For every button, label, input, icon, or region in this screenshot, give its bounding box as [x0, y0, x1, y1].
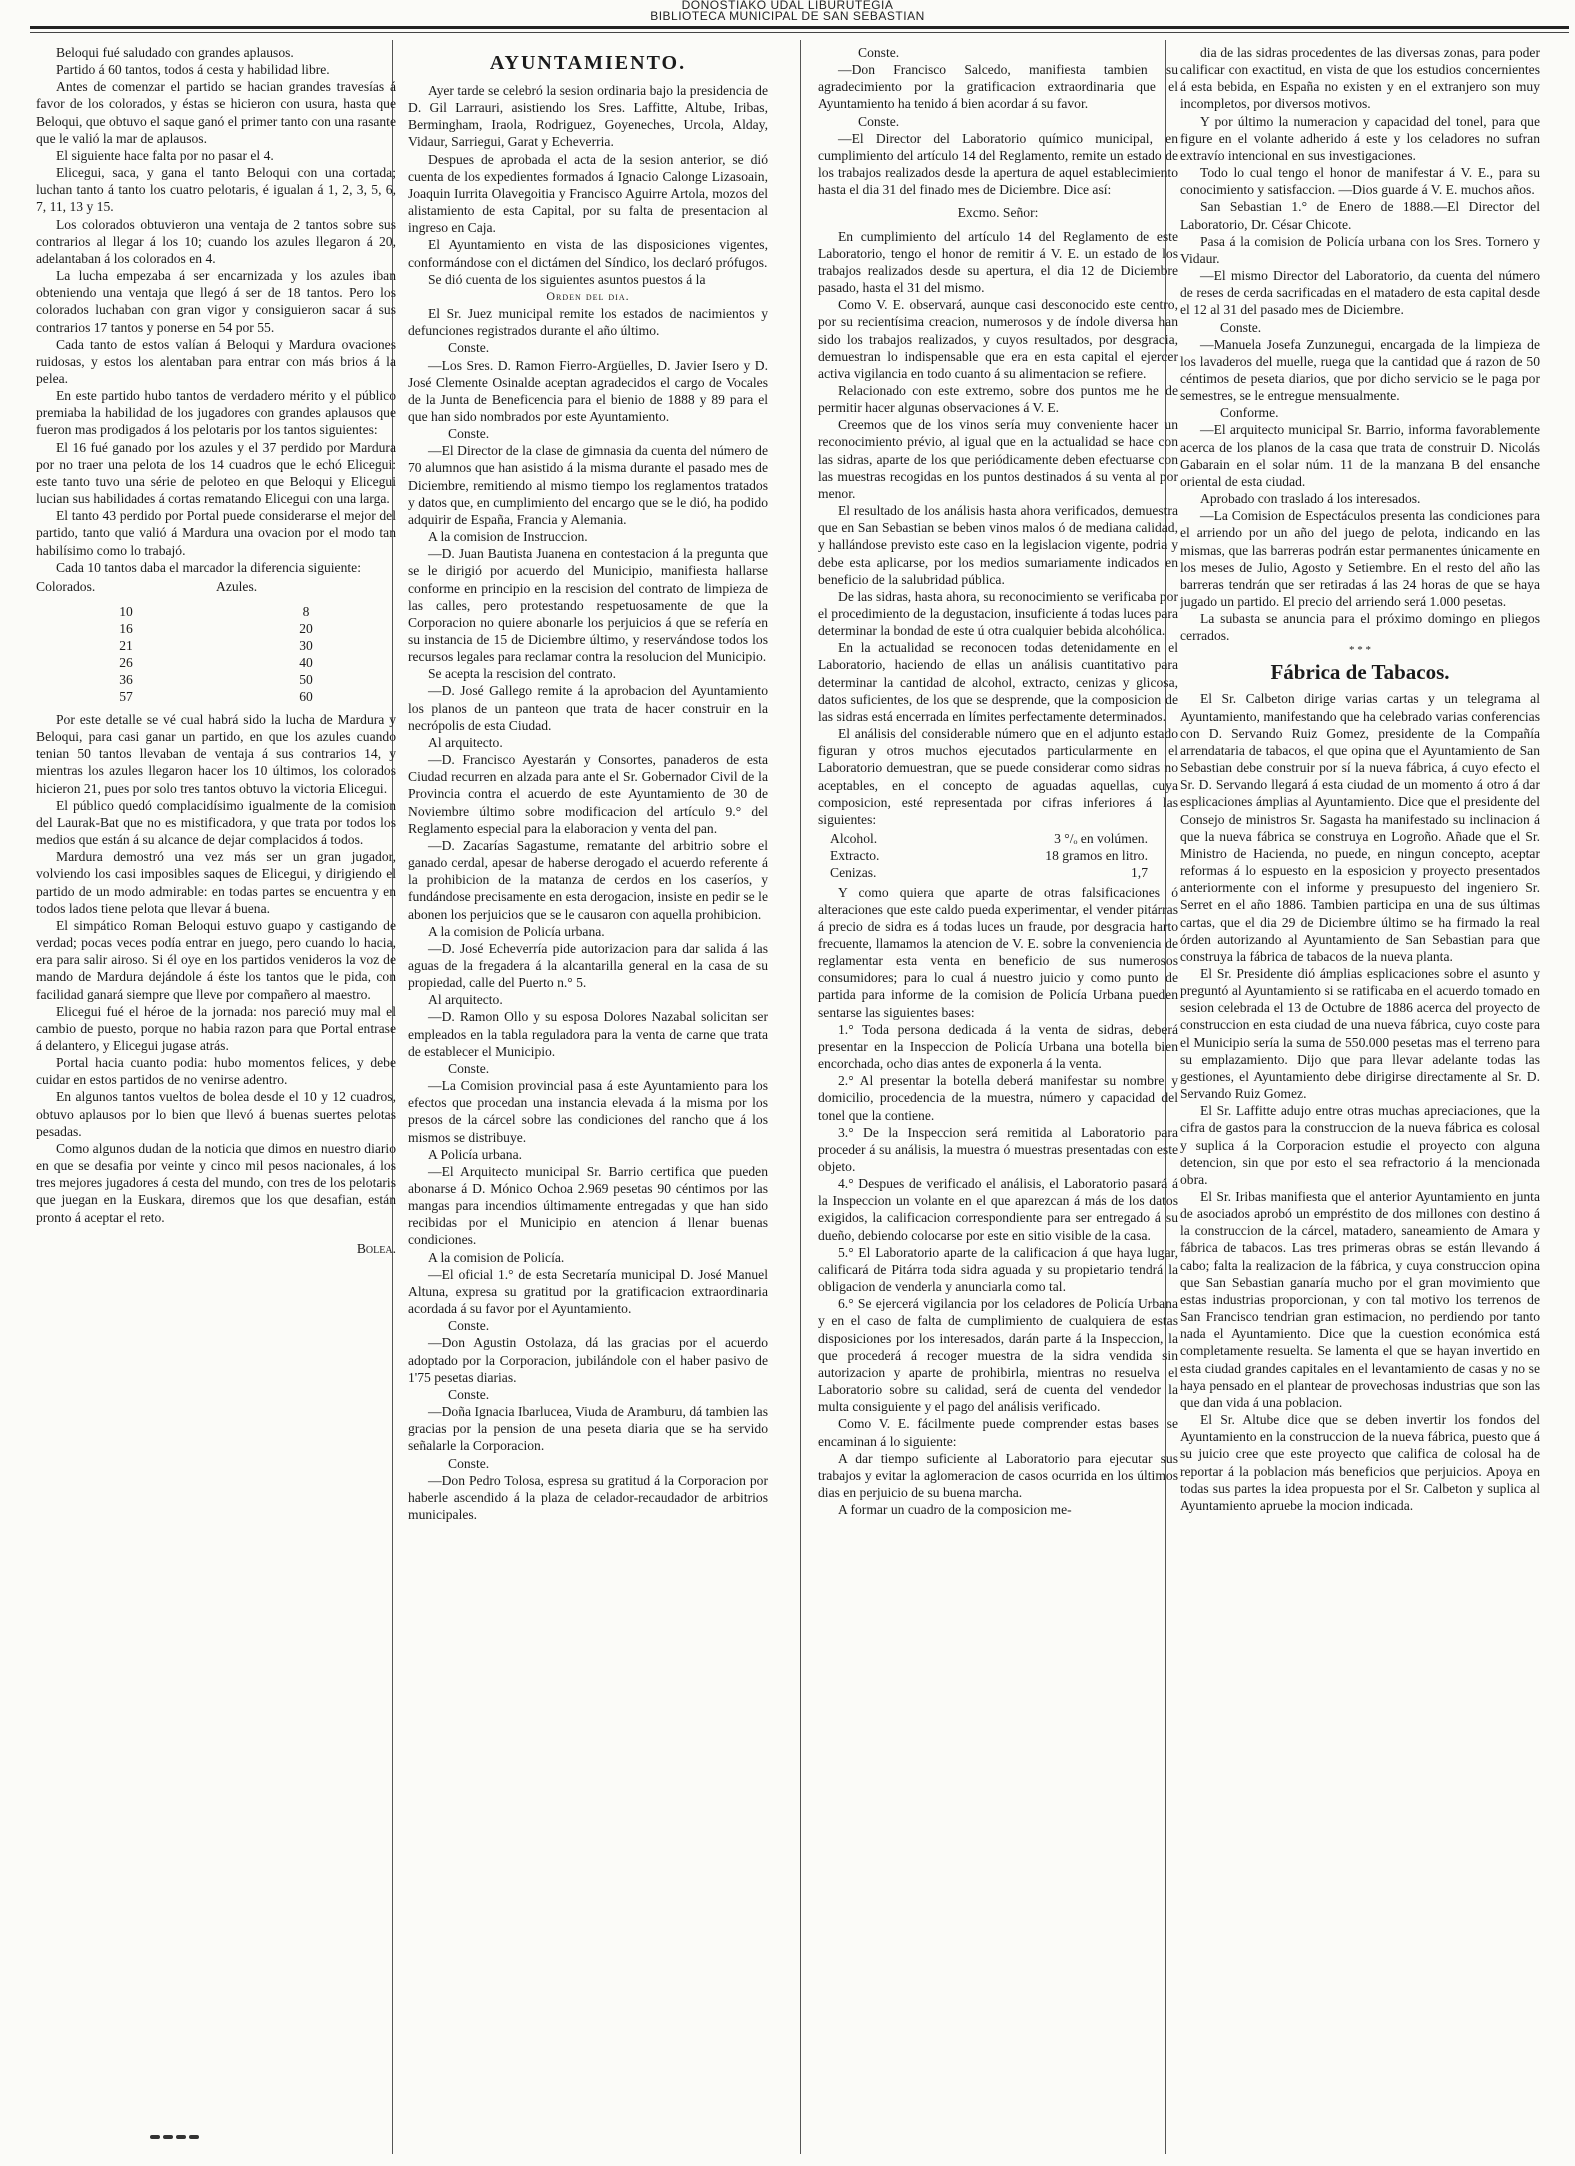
paragraph: La lucha empezaba á ser encarnizada y los azules iban obteniendo una ventaja que llegó á ser de 18 tantos. Pero los colorados luchaban con gran vigor y consiguieron sacar á sus contrarios 17 tantos y ponerse en 54 por 55. [36, 268, 396, 335]
column-divider [800, 40, 801, 2154]
score-table [36, 578, 396, 705]
orden-del-dia-items [408, 305, 768, 1523]
paragraph: El siguiente hace falta por no pasar el 4. [56, 147, 274, 163]
agenda-item: —El Director de la clase de gimnasia da cuenta del número de 70 alumnos que han asistido á la misma durante el pasado mes de Diciembre, remitiendo al mismo tiempo los reglamentos tratados y datos que, en cumplimiento del encargo que se le dió, ha podido adquirir de España, Francia y Alemania. [408, 443, 768, 527]
letter-salutation: Excmo. Señor: [957, 205, 1039, 221]
pelota-paragraphs [36, 44, 396, 576]
paragraph: Cada 10 tantos daba el marcador la diferencia siguiente: [56, 559, 361, 575]
score-row [36, 603, 396, 620]
paragraph: El 16 fué ganado por los azules y el 37 perdido por Mardura por no traer una pelota de los 14 cuadros que le echó Elicegui: este tanto tuvo una série de peloteo en que Beloqui y Elicegui lucian sus habilidades á cortas rematando Elicegui con una larga. [36, 439, 396, 507]
column-ayuntamiento [408, 44, 768, 2156]
agenda-item: Conste. [448, 340, 490, 356]
agenda-item: Al arquitecto. [428, 992, 503, 1008]
score-row [36, 671, 396, 688]
column-pelota-report [36, 44, 396, 2156]
paragraph: —Manuela Josefa Zunzunegui, encargada de la limpieza de los lavaderos del muelle, ruega que la cantidad que á razon de 50 céntimos de peseta diarios, que por dicho servicio se le paga por semestres, se le entregue mensualmente. [1180, 336, 1540, 404]
paragraph: Creemos que de los vinos sería muy conveniente hacer un reconocimiento prévio, al igual que en la actualidad se hace con las sidras, aparte de los que periódicamente deben efectuarse con las muestras recogidas en los puntos destinados á su venta al por menor. [818, 417, 1178, 501]
paragraph: Cada tanto de estos valían á Beloqui y Mardura ovaciones ruidosas, y estos los alentaban para entrar con más brios á la pelea. [36, 336, 396, 386]
agenda-item: —D. Francisco Ayestarán y Consortes, panaderos de esta Ciudad recurren en alzada para ante el Sr. Gobernador Civil de la Provincia contra el acuerdo de este Ayuntamiento de 30 de Noviembre último sobre modificacion del artículo 9.° del Reglamento especial para la elaboracion y venta del pan. [408, 752, 768, 836]
laboratorio-paragraphs [818, 44, 1178, 198]
paragraph: Conforme. [1220, 405, 1279, 421]
archive-header-line1: DONOSTIAKO UDAL LIBURUTEGIA [681, 0, 894, 12]
agenda-item: Conste. [448, 1318, 490, 1334]
agenda-item: El Sr. Juez municipal remite los estados de nacimientos y defunciones registrados durante el año último. [408, 306, 768, 339]
laboratorio-bases [818, 884, 1178, 1519]
agenda-item: —La Comision provincial pasa á este Ayuntamiento para los efectos que procedan una instancia elevada á la misma por los presos de la cárcel sobre las condiciones del rancho que á los mismos se distribuye. [408, 1078, 768, 1145]
paragraph: Y como quiera que aparte de otras falsificaciones ó alteraciones que este caldo pueda experimentar, el vender pitárras á precio de sidra es á todas luces un fraude, por desgracia harto frecuente, llamamos la atencion de V. E. sobre la conveniencia de reglamentar esta venta en beneficio de sus numerosos consumidores; para lo cual á nuestro juicio y como punto de partida para informe de la comision de Policía Urbana pueden sentarse las siguientes bases: [818, 884, 1178, 1020]
paragraph: —La Comision de Espectáculos presenta las condiciones para el arriendo por un año del juego de pelota, indicando en las mismas, que las barreras podrán estar permanentes únicamente en los meses de Julio, Agosto y Setiembre. En el resto del año las barreras tendrán que ser retiradas á las 24 horas de que se haya jugado un partido. El precio del arriendo será 1.000 pesetas. [1180, 508, 1540, 609]
paragraph: En algunos tantos vueltos de bolea desde el 10 y 12 cuadros, obtuvo aplausos por lo bien que llevó á buenas suertes pelotas pesadas. [36, 1089, 396, 1139]
paragraph: Como V. E. observará, aunque casi desconocido este centro, por su recientísima creacion, numerosos y de índole diversa han sido los trabajos realizados, y cuyos resultados, por desgracia, demuestran lo indispensable que era en esta capital el ejercer activa vigilancia en todo cuanto á su alimentacion se refiere. [818, 297, 1178, 381]
agenda-item: A Policía urbana. [428, 1146, 523, 1162]
paragraph: Pasa á la comision de Policía urbana con los Sres. Tornero y Vidaur. [1180, 233, 1540, 266]
laboratorio-continuation [1180, 44, 1540, 644]
paragraph: 2.° Al presentar la botella deberá manifestar su nombre y domicilio, procedencia de la muestra, número y capacidad del tonel que la contiene. [818, 1073, 1178, 1123]
analysis-row [818, 847, 1178, 864]
paragraph: —Don Francisco Salcedo, manifiesta tambien su agradecimiento por la gratificacion extraordinaria que el Ayuntamiento ha tenido á bien acordar á su favor. [818, 62, 1178, 112]
agenda-item: —D. José Gallego remite á la aprobacion del Ayuntamiento los planos de un panteon que trata de hacer construir en la necrópolis de esta Ciudad. [408, 683, 768, 733]
paragraph: Conste. [858, 45, 900, 60]
paragraph: 6.° Se ejercerá vigilancia por los celadores de Policía Urbana y en el caso de falta de cumplimiento de cualquiera de estas disposiciones por los interesados, darán parte á la Inspeccion, la que procederá á recoger muestra de la sidra vendida sin autorizacion y aparte de prohibirla, mientras no resuelva el Laboratorio sobre su calidad, será de cuenta del vendedor la multa consiguiente y el pago del análisis verificado. [818, 1296, 1178, 1415]
score-colorados: 21 [119, 638, 133, 653]
agenda-item: —El Arquitecto municipal Sr. Barrio certifica que pueden abonarse á D. Mónico Ochoa 2.969 pesetas 90 céntimos por las mangas para incendios últimamente entregadas y que han sido recibidas por el Municipio en atencion á llenar buenas condiciones. [408, 1163, 768, 1248]
paragraph: Conste. [858, 113, 900, 129]
score-row [36, 688, 396, 705]
section-title-fabrica: Fábrica de Tabacos. [1270, 660, 1450, 685]
ayuntamiento-paragraphs [408, 82, 768, 288]
paragraph: Portal hacia cuanto podia: hubo momentos felices, y debe cuidar en estos partidos de no venirse adentro. [36, 1055, 396, 1088]
paragraph: En cumplimiento del artículo 14 del Reglamento de este Laboratorio, tengo el honor de remitir á V. E. un estado de los trabajos realizados desde su apertura, el dia 12 de Diciembre pasado, hasta el 31 del mismo. [818, 228, 1178, 296]
analysis-row [818, 864, 1178, 881]
analysis-value: 18 gramos en litro. [1045, 848, 1148, 864]
header-rule-thin [30, 32, 1569, 33]
fabrica-paragraphs [1180, 690, 1540, 1514]
paragraph: Mardura demostró una vez más ser un gran jugador, volviendo los casi imposibles saques de Elicegui, y dirigiendo el partido de un modo admirable: en todas partes se encuentra y en todos lados tiene pelota que llevar á buena. [36, 849, 396, 916]
paragraph: —El Director del Laboratorio químico municipal, en cumplimiento del artículo 14 del Reglamento, remite un estado de los trabajos realizados desde la apertura de aquel establecimiento hasta el dia 31 del finado mes de Diciembre. Dice así: [818, 130, 1178, 198]
paragraph: De las sidras, hasta ahora, su reconocimiento se verificaba por el procedimiento de la degustacion, insuficiente á todas luces para determinar la bondad de este ú otra cualquier bebida alcohólica. [818, 588, 1178, 639]
agenda-item: —Los Sres. D. Ramon Fierro-Argüelles, D. Javier Isero y D. José Clemente Osinalde aceptan agradecidos el cargo de Vocales de la Junta de Beneficencia para el bienio de 1888 y 89 para el que han sido nombrados por este Ayuntamiento. [408, 357, 768, 424]
header-rule [30, 26, 1569, 29]
paragraph: Conste. [1220, 319, 1262, 335]
agenda-item: —D. José Echeverría pide autorizacion para dar salida á las aguas de la fregadera á la alcantarilla general en la casa de su propiedad, calle del Puerto n.° 5. [408, 940, 768, 991]
score-azules: 50 [299, 672, 313, 687]
paragraph: Como algunos dudan de la noticia que dimos en nuestro diario en que se desafia por veinte y cinco mil pesos nacionales, á los tres mejores jugadores á cesta del mundo, con tres de los pelotaris que juegan en la Euskara, diremos que los que desafian, están pronto á aceptar el reto. [36, 1140, 396, 1225]
score-azules: 8 [302, 604, 310, 619]
score-header-colorados: Colorados. [36, 578, 96, 594]
score-row [36, 620, 396, 637]
paragraph: El Sr. Calbeton dirige varias cartas y un telegrama al Ayuntamiento, manifestando que ha celebrado varias conferencias con D. Servando Ruiz Gomez, presidente de la Compañía arrendataria de tabacos, el que opina que el Ayuntamiento de San Sebastian debe construir por sí la nueva fábrica, á cuyo efecto el Sr. D. Servando llegará á esta ciudad de un momento á otro á dar esplicaciones ámplias al Ayuntamiento. Dice que el presidente del Consejo de ministros Sr. Sagasta ha manifestado su inclinacion á que la nueva fábrica se construya en Logroño. Añade que el Sr. Ministro de Hacienda, no puede, en ningun concepto, aceptar reformas á lo espuesto en la esposicion y proyecto presentados anteriormente con el informe y presupuesto del ingeniero Sr. Serret en el año 1886. Tambien participa en una de sus últimas cartas, que el dia 29 de Diciembre último se ha firmado la real órden autorizando al Ayuntamiento de San Sebastian para que construya la fábrica de tabacos de la nueva planta. [1180, 691, 1540, 964]
score-colorados: 57 [119, 689, 133, 704]
paragraph: En este partido hubo tantos de verdadero mérito y el público premiaba la habilidad de los jugadores con grandes aplausos que fueron mas prodigados á los pelotaris por los tantos siguientes: [36, 388, 396, 438]
archive-header [0, 0, 1575, 22]
score-colorados: 26 [119, 655, 133, 670]
paragraph: El Ayuntamiento en vista de las disposiciones vigentes, conformándose con el dictámen del Síndico, los declaró prófugos. [408, 237, 768, 270]
section-title-ayuntamiento: AYUNTAMIENTO. [489, 52, 687, 74]
score-colorados: 10 [119, 604, 133, 619]
score-colorados: 16 [119, 621, 133, 636]
analysis-label: Cenizas. [830, 865, 877, 881]
paragraph: 1.° Toda persona dedicada á la venta de sidras, deberá presentar en la Inspeccion de Policía Urbana una botella bien encorchada, ocho dias antes de exponerla á la venta. [818, 1021, 1178, 1072]
agenda-item: Se acepta la rescision del contrato. [428, 666, 616, 682]
paragraph: A formar un cuadro de la composicion me- [838, 1502, 1072, 1518]
separator-stars: * * * [1349, 644, 1371, 657]
score-azules: 30 [299, 638, 313, 653]
analysis-value: 1,7 [1131, 865, 1148, 881]
paragraph: Ayer tarde se celebró la sesion ordinaria bajo la presidencia de D. Gil Larrauri, asistiendo los Sres. Laffitte, Altube, Iribas, Bermingham, Iraola, Rodriguez, Goyeneches, Urcola, Alday, Vidaur, Sarriegui, Garat y Echeverria. [408, 83, 768, 150]
score-azules: 60 [299, 689, 313, 704]
paragraph: 5.° El Laboratorio aparte de la calificacion á que haya lugar, calificará de Pitárra toda sidra aguada y su propietario tendrá la obligacion de venderla y anunciarla como tal. [818, 1244, 1178, 1295]
orden-del-dia-heading: Orden del dia. [546, 288, 630, 303]
paragraph: Antes de comenzar el partido se hacian grandes travesías á favor de los colorados, y éstas se hicieron con usura, hasta que Beloqui, que obtuvo el saque ganó el primer tanto con una rasante que le valió la mar de aplausos. [36, 79, 396, 146]
analysis-value: 3 °/ₒ en volúmen. [1054, 831, 1148, 847]
agenda-item: Conste. [448, 1060, 490, 1076]
paragraph: 3.° De la Inspeccion será remitida al Laboratorio para proceder á su análisis, la muestra ó muestras presentadas con este objeto. [818, 1124, 1178, 1174]
paragraph: El público quedó complacidísimo igualmente de la comision del Laurak-Bat que no es mistificadora, y que trata por todos los medios que están á su alcance de dejar complacidos á todos. [36, 797, 396, 848]
paragraph: 4.° Despues de verificado el análisis, el Laboratorio pasará á la Inspeccion un volante en el que aparezcan á más de los datos exigidos, la calificacion correspondiente para ser entregado á su dueño, debiendo colocarse por este en sitio visible de la casa. [818, 1176, 1178, 1243]
paragraph: Beloqui fué saludado con grandes aplausos. [56, 45, 294, 60]
paragraph: Y por último la numeracion y capacidad del tonel, para que figure en el volante adherido á este y los celadores no sufran extravío intencional en sus investigaciones. [1180, 113, 1540, 163]
column-fabrica-tabacos [1180, 44, 1540, 2156]
decorative-ornament [150, 2126, 250, 2132]
paragraph: El Sr. Presidente dió ámplias esplicaciones sobre el asunto y preguntó al Ayuntamiento si se ratificaba en el acuerdo tomado en sesion celebrada el 13 de Octubre de 1886 acerca del proyecto de construccion en esta ciudad de una nueva fábrica, cuyo coste para el Municipio sería la suma de 550.000 pesetas mas el terreno para su emplazamiento. Dijo que para llevar adelante todas las gestiones, el Ayuntamiento debe dirigirse directamente al Sr. D. Servando Ruiz Gomez. [1180, 965, 1540, 1102]
pelota-paragraphs-2 [36, 711, 396, 1226]
paragraph: El análisis del considerable número que en el adjunto estado figuran y otros muchos ejecutados particularmente en el Laboratorio demuestran, que se puede considerar como sidras no aceptables, en el concepto de aguadas aquellas, cuya composicion, esté representada por cifras inferiores á las siguientes: [818, 726, 1178, 827]
paragraph: El Sr. Laffitte adujo entre otras muchas apreciaciones, que la cifra de gastos para la construccion de la nueva fábrica es colosal y suplica á la Corporacion estudie el proyecto con alguna detencion, sin que por esto el sea refractorio á la mencionada obra. [1180, 1103, 1540, 1187]
paragraph: —El mismo Director del Laboratorio, da cuenta del número de reses de cerda sacrificadas en el matadero de esta capital desde el 12 al 31 del pasado mes de Diciembre. [1180, 268, 1540, 318]
agenda-item: Conste. [448, 1386, 490, 1402]
column-laboratorio [818, 44, 1178, 2156]
paragraph: El Sr. Iribas manifiesta que el anterior Ayuntamiento en junta de asociados aprobó un empréstito de dos millones con destino á la construccion de la cárcel, matadero, saneamiento de Amara y fábrica de tabacos. Las tres primeras obras se están llevando á cabo; falta la realizacion de la fábrica, y cuya construccion opina que San Sebastian ganaría mucho por el gran movimiento que estas industrias proporcionan, y con tal motivo los terrenos de San Francisco tendrian gran estimacion, no perdiendo por tanto nada el Ayuntamiento. Dice que la cuestion económica está completamente resuelta. Se lamenta el que se hayan invertido en esta ciudad grandes capitales en el levantamiento de casas y no se haya pensado en el plantear de provechosas industrias que son las que dan vida á una poblacion. [1180, 1189, 1540, 1410]
score-row [36, 654, 396, 671]
paragraph: A dar tiempo suficiente al Laboratorio para ejecutar sus trabajos y evitar la aglomeracion de casos ocurrida en los últimos dias en perjuicio de su buena marcha. [818, 1450, 1178, 1500]
paragraph: Los colorados obtuvieron una ventaja de 2 tantos sobre sus contrarios al llegar á los 10; cuando los azules llegaron á 20, adelantaban á los colorados en 4. [36, 216, 396, 266]
paragraph: Se dió cuenta de los siguientes asuntos puestos á la [428, 271, 706, 287]
agenda-item: Al arquitecto. [428, 734, 503, 750]
analysis-label: Alcohol. [830, 831, 878, 847]
paragraph: Por este detalle se vé cual habrá sido la lucha de Mardura y Beloqui, para casi ganar un partido, en que los azules cuando tenian 50 tantos llevaban de ventaja á sus contrarios 14, y mientras los azules llegaron hacer los 10 últimos, los colorados hicieron 21, pues por solo tres tantos obtuvo la victoria Elicegui. [36, 712, 396, 796]
analysis-row [818, 830, 1178, 847]
agenda-item: —Doña Ignacia Ibarlucea, Viuda de Aramburu, dá tambien las gracias por la pension de una peseta diaria que se ha servido señalarle la Corporacion. [408, 1404, 768, 1454]
paragraph: Elicegui fué el héroe de la jornada: nos pareció muy mal el cambio de puesto, porque no habia razon para que Portal entrase á delantero, y Elicegui jugase atrás. [36, 1003, 396, 1053]
agenda-item: —D. Juan Bautista Juanena en contestacion á la pregunta que se le dirigió por acuerdo del Municipio, manifiesta hallarse conforme en principio en la rescision del contrato de limpieza de las calles, pero protestando respetuosamente de que la Corporacion no quiere abonarle los perjuicios á que se refería en su instancia de 15 de Diciembre último, y reservándose todos los recursos legales para reclamar contra la resolucion del Municipio. [408, 546, 768, 665]
score-row [36, 637, 396, 654]
paragraph: San Sebastian 1.° de Enero de 1888.—El Director del Laboratorio, Dr. César Chicote. [1180, 199, 1540, 232]
author-signature: Bolea. [356, 1240, 396, 1256]
paragraph: La subasta se anuncia para el próximo domingo en pliegos cerrados. [1180, 611, 1540, 644]
archive-header-line2: BIBLIOTECA MUNICIPAL DE SAN SEBASTIAN [650, 9, 925, 23]
agenda-item: A la comision de Instruccion. [428, 529, 588, 545]
score-colorados: 36 [119, 672, 133, 687]
paragraph: Elicegui, saca, y gana el tanto Beloqui con una cortada; luchan tanto á tanto los cuatro pelotaris, é igualan á 1, 2, 3, 5, 6, 7, 11, 13 y 15. [36, 165, 396, 215]
agenda-item: —Don Agustin Ostolaza, dá las gracias por el acuerdo adoptado por la Corporacion, jubilándole con el haber pasivo de 1'75 pesetas diarias. [408, 1335, 768, 1385]
paragraph: El tanto 43 perdido por Portal puede considerarse el mejor del partido, tanto que valió á Mardura una ovacion por el modo tan habilísimo como lo trabajó. [36, 508, 396, 558]
paragraph: —El arquitecto municipal Sr. Barrio, informa favorablemente acerca de los planos de la casa que trata de construir D. Nicolás Gabarain en el solar núm. 11 de la manzana B del ensanche oriental de esta ciudad. [1180, 422, 1540, 489]
analysis-limits [818, 830, 1178, 881]
agenda-item: Conste. [448, 426, 490, 442]
paragraph: Relacionado con este extremo, sobre dos puntos me he de permitir hacer algunas observaciones á V. E. [818, 382, 1178, 416]
paragraph: dia de las sidras procedentes de las diversas zonas, para poder calificar con exactitud, en vista de que los estudios concernientes á esta bebida, en España no existen y en el extranjero son muy incompletos, por diversos motivos. [1180, 45, 1540, 112]
agenda-item: Conste. [448, 1455, 490, 1471]
agenda-item: —D. Ramon Ollo y su esposa Dolores Nazabal solicitan ser empleados en la tabla reguladora para la venta de carne que trata de establecer el Municipio. [408, 1009, 768, 1059]
paragraph: El Sr. Altube dice que se deben invertir los fondos del Ayuntamiento en la construccion de la nueva fábrica, puesto que á su juicio cree que este proyecto que califica de colosal ha de reportar á la poblacion más beneficios que perjuicios. Apoya en todas sus partes la idea propuesta por el Sr. Calbeton y suplica al Ayuntamiento apruebe la mocion indicada. [1180, 1412, 1540, 1513]
score-header-azules: Azules. [216, 578, 258, 594]
agenda-item: A la comision de Policía urbana. [428, 923, 605, 939]
agenda-item: —D. Zacarías Sagastume, rematante del arbitrio sobre el ganado cerdal, apesar de haberse derogado el acuerdo referente á la prohibicion de la matanza de cerdos en los caseríos, y fundándose precisamente en esta derogacion, insiste en pedir se le abonen los perjuicios que se le causaron con aquella prohibicion. [408, 837, 768, 922]
paragraph: Todo lo cual tengo el honor de manifestar á V. E., para su conocimiento y satisfaccion. —Dios guarde á V. E. muchos años. [1180, 165, 1540, 198]
paragraph: Partido á 60 tantos, todos á cesta y habilidad libre. [56, 62, 330, 78]
paragraph: El simpático Roman Beloqui estuvo guapo y castigando de verdad; pocas veces podía entrar en juego, pero cuando lo hacia, era para salir airoso. Si él oye en los partidos venideros la voz de mando de Mardura dejándole á éste los tantos que le pida, con facilidad ganará siempre que lleve por compañero al maestro. [36, 917, 396, 1002]
paragraph: Como V. E. fácilmente puede comprender estas bases se encaminan á lo siguiente: [818, 1416, 1178, 1449]
laboratorio-letter [818, 228, 1178, 828]
agenda-item: A la comision de Policía. [428, 1249, 565, 1265]
paragraph: El resultado de los análisis hasta ahora verificados, demuestra que en San Sebastian se beben vinos malos ó de mediana calidad, y hallándose previsto este caso en la legislacion vigente, podria y debe esta aplicarse, por los medios sumariamente indicados en beneficio de la salubridad pública. [818, 503, 1178, 587]
score-azules: 20 [299, 621, 313, 636]
score-azules: 40 [299, 655, 313, 670]
agenda-item: —El oficial 1.° de esta Secretaría municipal D. José Manuel Altuna, expresa su gratitud por la gratificacion extraordinaria acordada á su favor por el Ayuntamiento. [408, 1266, 768, 1317]
paragraph: En la actualidad se reconocen todas detenidamente en el Laboratorio, haciendo de ellas un análisis cuantitativo para determinar la cantidad de alcohol, extracto, cenizas y glicosa, datos suficientes, de los que se desprende, que la composicion de las sidras está encerrada en límites perfectamente determinados. [818, 640, 1178, 724]
paragraph: Despues de aprobada el acta de la sesion anterior, se dió cuenta de los expedientes formados á Ignacio Calonge Lizasoain, Joaquin Iurrita Olavegoitia y Francisco Aguirre Artola, mozos del alistamiento de esta Capital, por su falta de presentacion al ingreso en Caja. [408, 151, 768, 236]
paragraph: Aprobado con traslado á los interesados. [1200, 491, 1421, 507]
analysis-label: Extracto. [830, 848, 880, 864]
agenda-item: —Don Pedro Tolosa, espresa su gratitud á la Corporacion por haberle ascendido á la plaza de celador-recaudador de arbitrios municipales. [408, 1472, 768, 1522]
